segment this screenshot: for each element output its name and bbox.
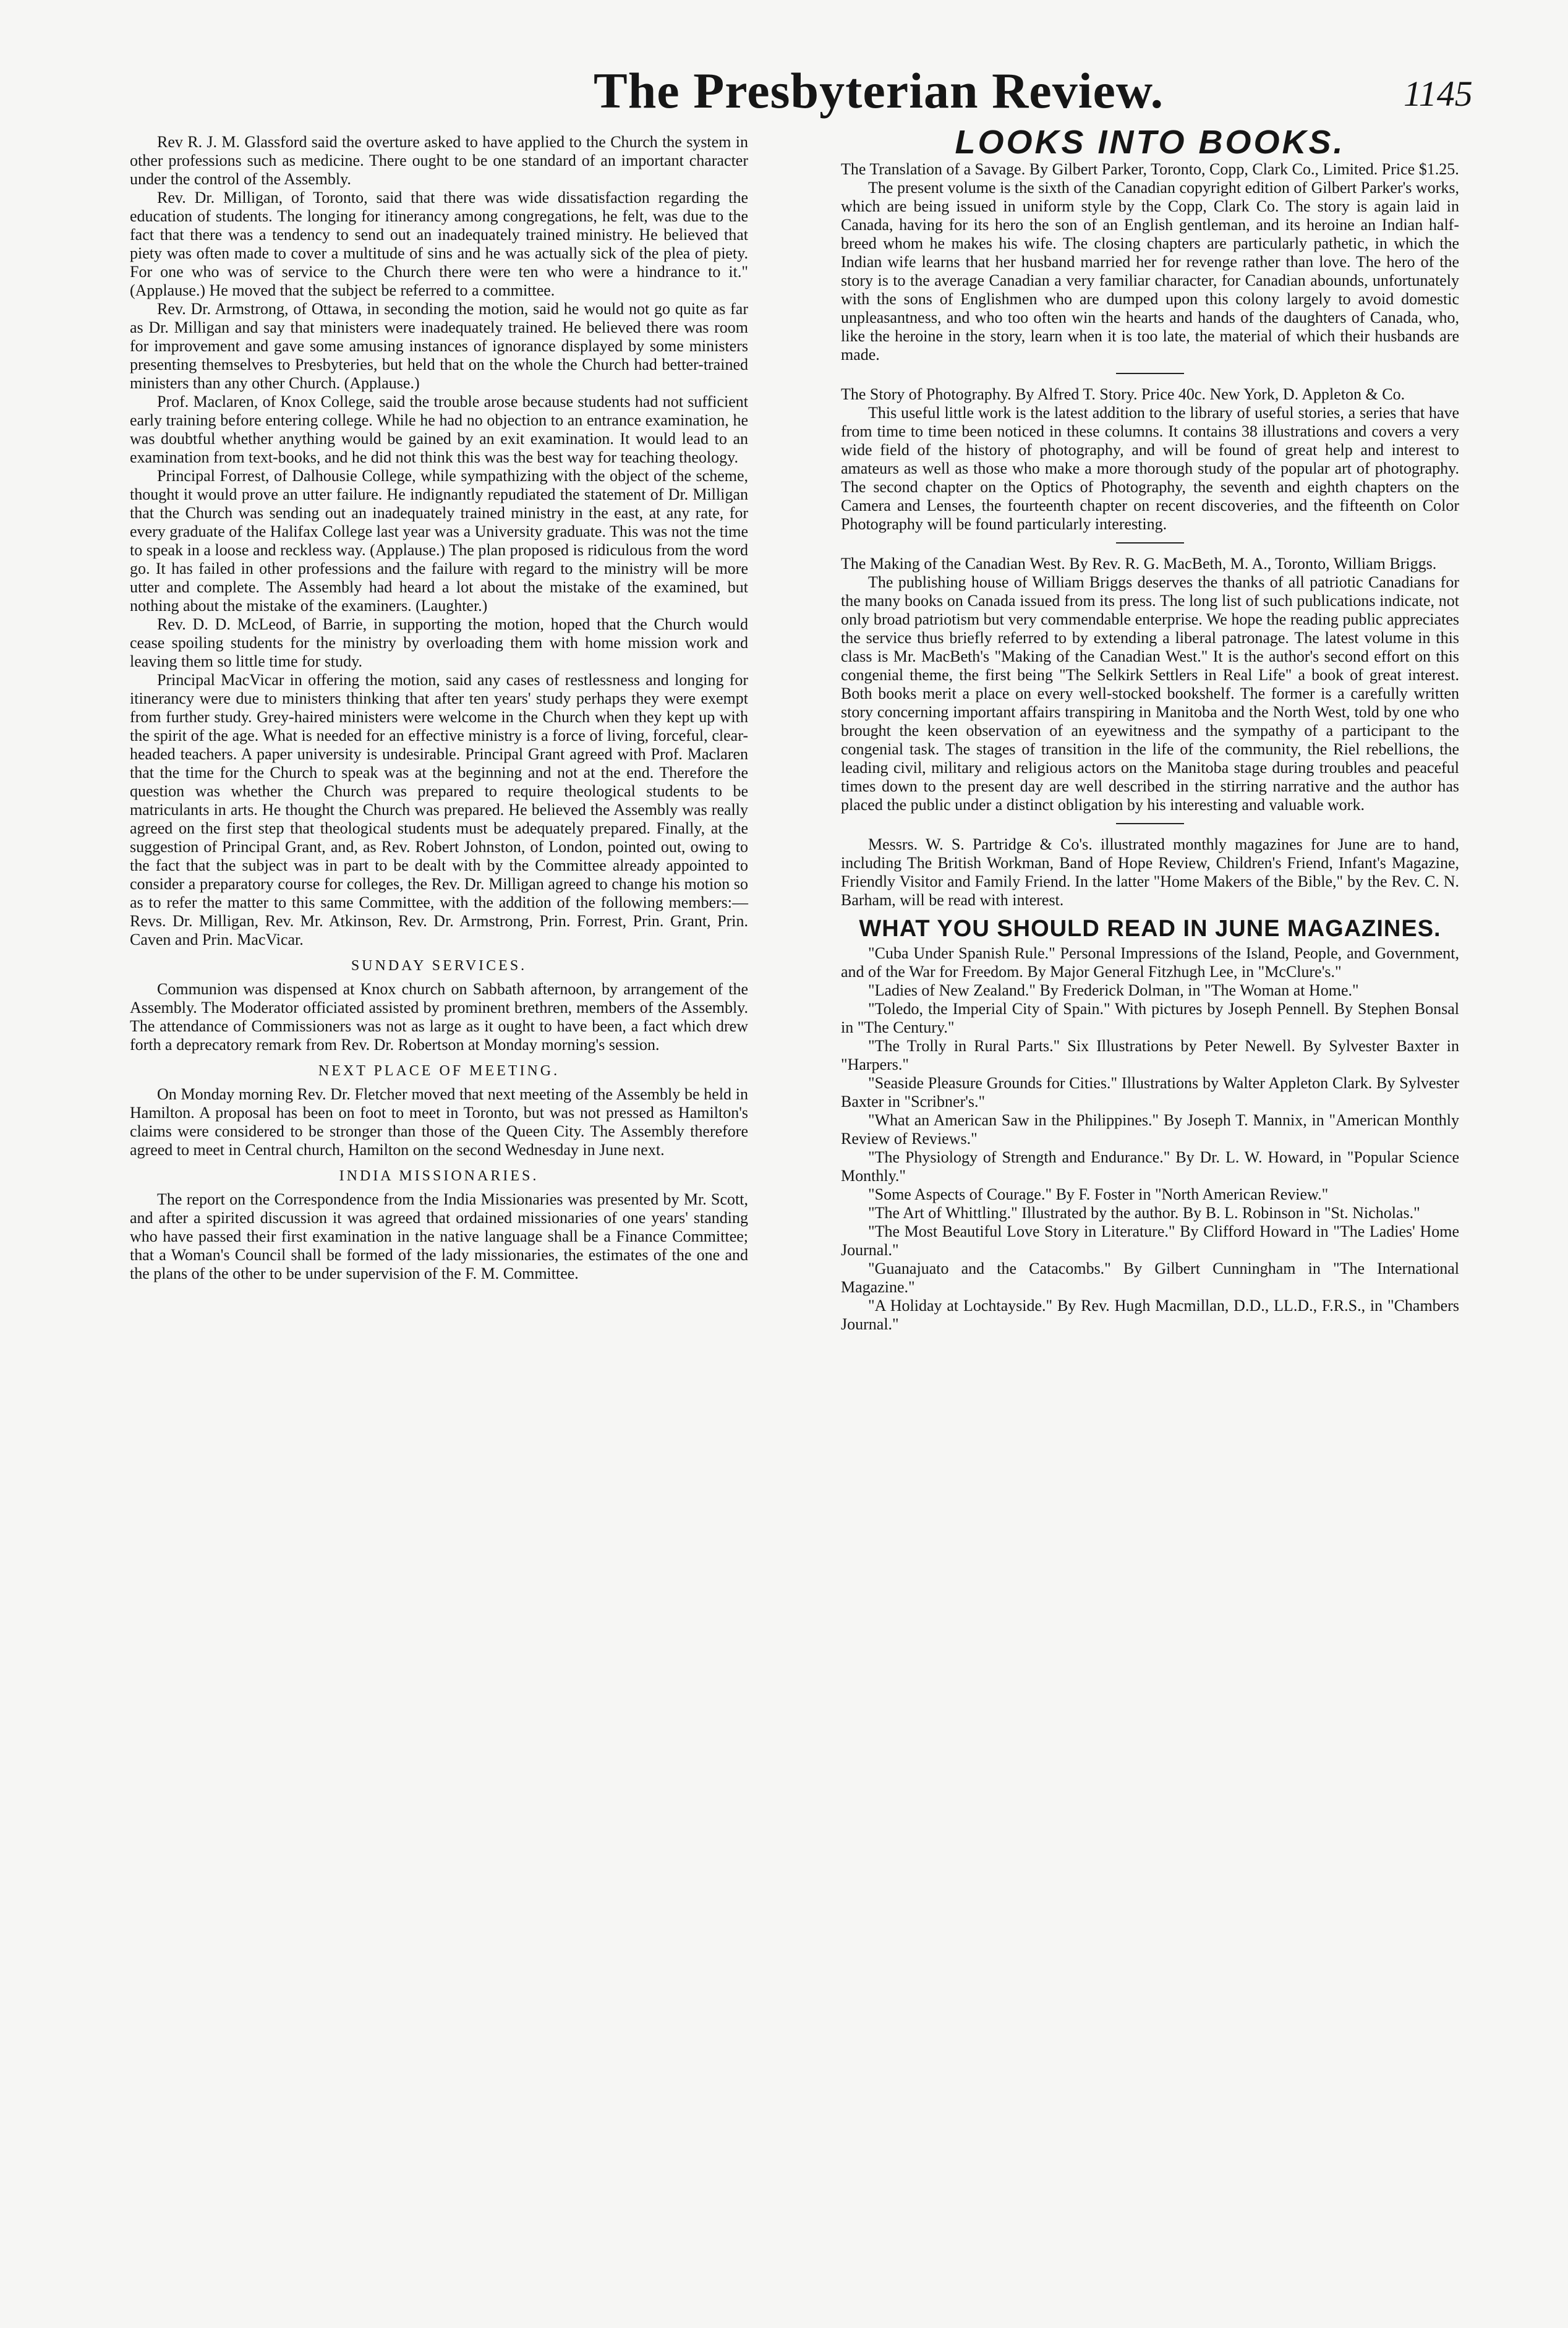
article-paragraph: Prof. Maclaren, of Knox College, said the trouble arose because students had not sufficient early training before entering college. While he had no objection to an entrance examination, he was doubtful whether anything would be gained by an exit examination. It would lead to an examination from text-books, and he did not think this was the best way for teaching theology. — [130, 393, 748, 466]
section-heading-sunday: SUNDAY SERVICES. — [351, 958, 527, 974]
review-body: This useful little work is the latest addition to the library of useful stories, a series that have from time to time been noticed in these columns. It contains 38 illustrations and covers a very wide field of the history of photography, and will be found of great help and interest to amateurs as well as those who make a more thorough study of the popular art of photography. The second chapter on the Optics of Photography, the seventh and eighth chapters on the Camera and Lenses, the fourteenth chapter on recent discoveries, and the fifteenth on Color Photography will be found particularly interesting. — [841, 404, 1459, 533]
june-magazines-heading: WHAT YOU SHOULD READ IN JUNE MAGAZINES. — [859, 916, 1441, 942]
divider-rule — [1116, 823, 1184, 824]
book-review — [841, 555, 1459, 814]
review-body: The present volume is the sixth of the Canadian copyright edition of Gilbert Parker's works, which are being issued in uniform style by the Copp, Clark Co. The story is again laid in Canada, having for its hero the son of an English gentleman, and its heroine an Indian half-breed whom he makes his wife. The closing chapters are particularly pathetic, in which the Indian wife learns that her husband married her for revenge rather than love. The hero of the story is to the average Canadian a very familiar character, for Canadian abounds, unfortunately with the sons of Englishmen who are dumped upon this colony largely to avoid domestic unpleasantness, and who too often win the hearts and hands of the daughters of Canada, who, like the heroine in the story, learn when it is too late, the material of which their husbands are made. — [841, 179, 1459, 364]
divider-rule — [1116, 542, 1184, 544]
masthead — [0, 62, 1568, 130]
section-heading-india: INDIA MISSIONARIES. — [339, 1168, 539, 1184]
book-review — [841, 160, 1459, 364]
review-title: The Story of Photography. By Alfred T. Story. Price 40c. New York, D. Appleton & Co. — [841, 385, 1405, 403]
review-title: The Translation of a Savage. By Gilbert Parker, Toronto, Copp, Clark Co., Limited. Price $1.25. — [841, 160, 1459, 178]
review-body: The publishing house of William Briggs deserves the thanks of all patriotic Canadians for the many books on Canada issued from its press. The long list of such publications indicate, not only broad patriotism but very commendable enterprise. We hope the reading public appreciates the service thus briefly referred to by extending a liberal patronage. The latest volume in this class is Mr. MacBeth's "Making of the Canadian West." It is the author's second effort on this congenial theme, the first being "The Selkirk Settlers in Real Life" a book of great interest. Both books merit a place on every well-stocked bookshelf. The former is a carefully written story concerning important affairs transpiring in Manitoba and the North West, told by one who brought the keen observation of an eyewitness and the sympathy of a participant to the congenial task. The stages of transition in the life of the community, the Riel rebellions, the leading civil, military and religious actors on the Manitoba stage during troubles and peaceful times down to the present day are well described in the stirring narrative and the author has placed the public under a distinct obligation by his interesting and valuable work. — [841, 573, 1459, 814]
magazine-list-item: "The Art of Whittling." Illustrated by the author. By B. L. Robinson in "St. Nicholas." — [868, 1204, 1420, 1222]
article-paragraph: The report on the Correspondence from the India Missionaries was presented by Mr. Scott, and after a spirited discussion it was agreed that ordained missionaries of one years' standing who have passed their first examination in the native language shall be a Finance Committee; that a Woman's Council shall be formed of the lady missionaries, the estimates of the one and the plans of the other to be under supervision of the F. M. Committee. — [130, 1190, 748, 1282]
section-heading-next-meeting: NEXT PLACE OF MEETING. — [318, 1063, 560, 1079]
books-heading: LOOKS INTO BOOKS. — [955, 124, 1345, 161]
magazine-list-item: "Seaside Pleasure Grounds for Cities." Illustrations by Walter Appleton Clark. By Sylvester Baxter in "Scribner's." — [841, 1074, 1459, 1111]
magazine-list-item: "Ladies of New Zealand." By Frederick Dolman, in "The Woman at Home." — [868, 981, 1359, 999]
article-paragraph: Principal MacVicar in offering the motion, said any cases of restlessness and longing for itinerancy were due to ministers thinking that after ten years' study perhaps they were exempt from further study. Grey-haired ministers were welcome in the Church when they kept up with the spirit of the age. What is needed for an effective ministry is a force of living, forceful, clear-headed teachers. A paper university is undesirable. Principal Grant agreed with Prof. Maclaren that the time for the Church to speak was at the beginning and not at the end. Therefore the question was whether the Church was prepared to require theological students to be matriculants in arts. He thought the Church was prepared. He believed the Assembly was really agreed on the first step that theological students must be adequately prepared. Finally, at the suggestion of Principal Grant, and, as Rev. Robert Johnston, of London, pointed out, owing to the fact that the subject was in part to be dealt with by the Committee already appointed to consider a preparatory course for colleges, the Rev. Dr. Milligan agreed to change his motion so as to refer the matter to this same Committee, with the addition of the following members:—Revs. Dr. Milligan, Rev. Mr. Atkinson, Rev. Dr. Armstrong, Prin. Forrest, Prin. Grant, Prin. Caven and Prin. MacVicar. — [130, 671, 748, 949]
magazine-list-item: "Cuba Under Spanish Rule." Personal Impressions of the Island, People, and Government, and of the War for Freedom. By Major General Fitzhugh Lee, in "McClure's." — [841, 944, 1459, 981]
journal-title: The Presbyterian Review. — [594, 62, 1164, 119]
review-title: The Making of the Canadian West. By Rev. R. G. MacBeth, M. A., Toronto, William Briggs. — [841, 555, 1437, 573]
magazine-list-item: "Guanajuato and the Catacombs." By Gilbert Cunningham in "The International Magazine." — [841, 1260, 1459, 1296]
left-column — [130, 133, 748, 1283]
magazine-list-item: "A Holiday at Lochtayside." By Rev. Hugh Macmillan, D.D., LL.D., F.R.S., in "Chambers Journal." — [841, 1297, 1459, 1333]
article-paragraph: On Monday morning Rev. Dr. Fletcher moved that next meeting of the Assembly be held in Hamilton. A proposal has been on foot to meet in Toronto, but was not pressed as Hamilton's claims were considered to be stronger than those of the Queen City. The Assembly therefore agreed to meet in Central church, Hamilton on the second Wednesday in June next. — [130, 1085, 748, 1159]
divider-rule — [1116, 373, 1184, 374]
right-column — [841, 124, 1459, 1334]
magazine-list-item: "What an American Saw in the Philippines." By Joseph T. Mannix, in "American Monthly Review of Reviews." — [841, 1111, 1459, 1148]
page-number: 1145 — [1404, 74, 1473, 114]
magazine-list-item: "The Physiology of Strength and Endurance." By Dr. L. W. Howard, in "Popular Science Monthly." — [841, 1148, 1459, 1185]
magazine-list-item: "Some Aspects of Courage." By F. Foster in "North American Review." — [868, 1185, 1329, 1203]
magazine-list-item: "The Trolly in Rural Parts." Six Illustrations by Peter Newell. By Sylvester Baxter in "Harpers." — [841, 1037, 1459, 1073]
book-review — [841, 385, 1459, 534]
article-paragraph: Communion was dispensed at Knox church on Sabbath afternoon, by arrangement of the Assembly. The Moderator officiated assisted by prominent brethren, members of the Assembly. The attendance of Commissioners was not as large as it ought to have been, a fact which drew forth a deprecatory remark from Rev. Dr. Robertson at Monday morning's session. — [130, 980, 748, 1054]
article-paragraph: Rev R. J. M. Glassford said the overture asked to have applied to the Church the system in other professions such as medicine. There ought to be one standard of an important character under the control of the Assembly. — [130, 133, 748, 188]
magazine-note: Messrs. W. S. Partridge & Co's. illustrated monthly magazines for June are to hand, including The British Workman, Band of Hope Review, Children's Friend, Infant's Magazine, Friendly Visitor and Family Friend. In the latter "Home Makers of the Bible," by the Rev. C. N. Barham, will be read with interest. — [841, 835, 1459, 909]
article-paragraph: Rev. Dr. Armstrong, of Ottawa, in seconding the motion, said he would not go quite as far as Dr. Milligan and say that ministers were inadequately trained. He believed there was room for improvement and gave some amusing instances of ignorance displayed by some ministers presenting themselves to Presbyteries, but held that on the whole the Church had better-trained ministers than any other Church. (Applause.) — [130, 300, 748, 392]
article-paragraph: Principal Forrest, of Dalhousie College, while sympathizing with the object of the scheme, thought it would prove an utter failure. He indignantly repudiated the statement of Dr. Milligan that the Church was sending out an inadequately trained ministry in the east, at any rate, for every graduate of the Halifax College last year was a University graduate. This was not the time to speak in a loose and reckless way. (Applause.) The plan proposed is ridiculous from the word go. It has failed in other professions and the failure with regard to the ministry will be more utter and complete. The Assembly had heard a lot about the mistake of the examined, but nothing about the mistake of the examiners. (Laughter.) — [130, 467, 748, 615]
article-paragraph: Rev. D. D. McLeod, of Barrie, in supporting the motion, hoped that the Church would cease spoiling students for the ministry by overloading them with home mission work and leaving them so little time for study. — [130, 615, 748, 670]
magazine-list-item: "Toledo, the Imperial City of Spain." With pictures by Joseph Pennell. By Stephen Bonsal in "The Century." — [841, 1000, 1459, 1036]
magazine-list-item: "The Most Beautiful Love Story in Literature." By Clifford Howard in "The Ladies' Home Journal." — [841, 1222, 1459, 1259]
article-paragraph: Rev. Dr. Milligan, of Toronto, said that there was wide dissatisfaction regarding the education of students. The longing for itinerancy among congregations, he felt, was due to the fact that there was a tendency to send out an inadequately trained ministry. He believed that piety was often made to cover a multitude of sins and he was actually sick of the plea of piety. For one who was of service to the Church there were ten who were a hindrance to it." (Applause.) He moved that the subject be referred to a committee. — [130, 189, 748, 299]
